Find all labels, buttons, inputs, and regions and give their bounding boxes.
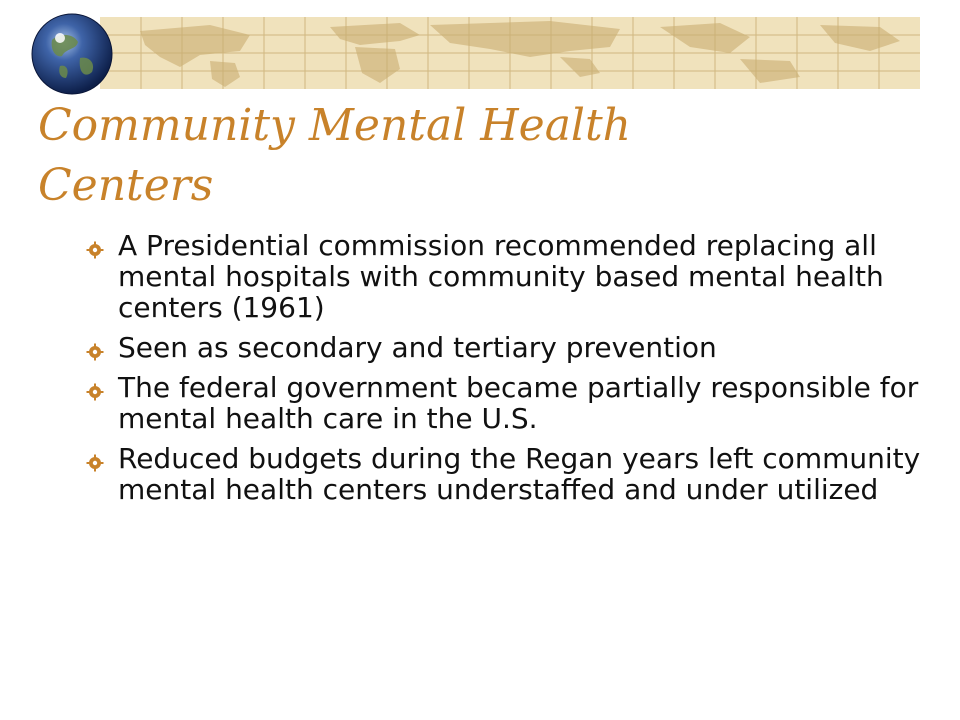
gear-bullet-icon — [86, 454, 104, 472]
title-line-2: Centers — [38, 160, 214, 211]
slide-title — [38, 96, 918, 216]
bullet-item — [86, 230, 926, 323]
bullet-text: Reduced budgets during the Regan years left community mental health centers understaffed and under utilized — [118, 442, 921, 506]
bullet-item — [86, 372, 926, 434]
bullet-text: A Presidential commission recommended replacing all mental hospitals with community based mental health centers (1961) — [118, 229, 884, 324]
bullet-text: The federal government became partially responsible for mental health care in the U.S. — [118, 371, 919, 435]
gear-bullet-icon — [86, 383, 104, 401]
title-line-1: Community Mental Health — [38, 100, 632, 151]
world-map-banner — [100, 17, 920, 89]
bullet-list — [86, 230, 926, 514]
gear-bullet-icon — [86, 241, 104, 259]
bullet-text: Seen as secondary and tertiary prevention — [118, 331, 717, 364]
bullet-item — [86, 443, 926, 505]
globe-icon — [30, 12, 114, 96]
bullet-item — [86, 332, 926, 363]
gear-bullet-icon — [86, 343, 104, 361]
